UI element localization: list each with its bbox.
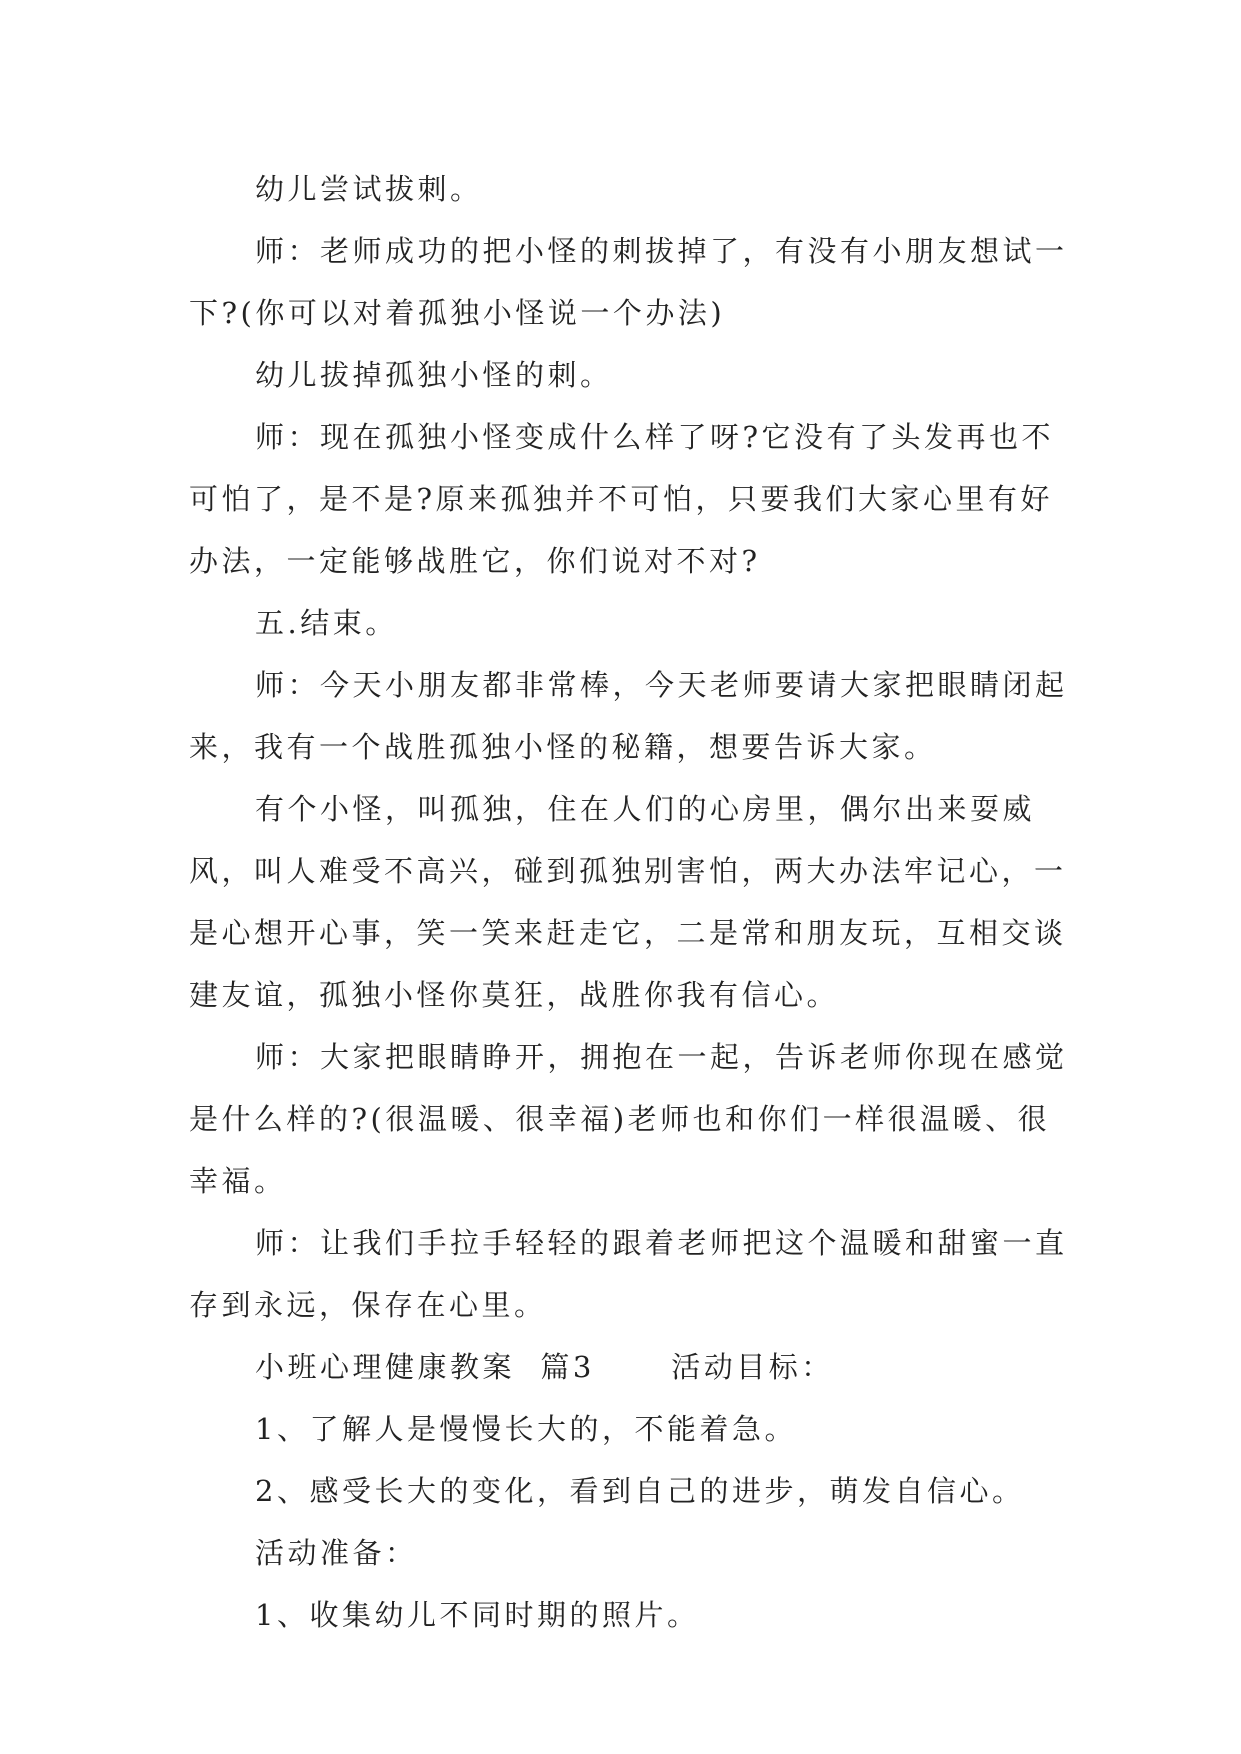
paragraph-2: 师：老师成功的把小怪的刺拔掉了，有没有小朋友想试一下?(你可以对着孤独小怪说一个办法)	[189, 234, 1068, 330]
paragraph-1: 幼儿尝试拔刺。	[255, 172, 483, 206]
goal-item-2: 2、感受长大的变化，看到自己的进步，萌发自信心。	[255, 1474, 1025, 1508]
lesson-title-line: 小班心理健康教案 篇3 活动目标：	[255, 1350, 834, 1384]
preparation-item-1: 1、收集幼儿不同时期的照片。	[255, 1598, 700, 1632]
paragraph-4: 师：现在孤独小怪变成什么样了呀?它没有了头发再也不可怕了，是不是?原来孤独并不可怕，只要我们大家心里有好办法，一定能够战胜它，你们说对不对?	[189, 420, 1055, 578]
goal-item-1: 1、了解人是慢慢长大的，不能着急。	[255, 1412, 797, 1446]
document-body	[189, 158, 1069, 1646]
paragraph-8: 师：大家把眼睛睁开，拥抱在一起，告诉老师你现在感觉是什么样的?(很温暖、很幸福)老师也和你们一样很温暖、很幸福。	[189, 1040, 1068, 1198]
section-heading-end: 五.结束。	[255, 606, 398, 640]
paragraph-3: 幼儿拔掉孤独小怪的刺。	[255, 358, 613, 392]
rhyme-paragraph: 有个小怪，叫孤独，住在人们的心房里，偶尔出来耍威风，叫人难受不高兴，碰到孤独别害怕，两大办法牢记心，一是心想开心事，笑一笑来赶走它，二是常和朋友玩，互相交谈建友谊，孤独小怪你莫狂，战胜你我有信心。	[189, 792, 1067, 1012]
paragraph-6: 师：今天小朋友都非常棒，今天老师要请大家把眼睛闭起来，我有一个战胜孤独小怪的秘籍，想要告诉大家。	[189, 668, 1068, 764]
paragraph-9: 师：让我们手拉手轻轻的跟着老师把这个温暖和甜蜜一直存到永远，保存在心里。	[189, 1226, 1068, 1322]
preparation-heading: 活动准备：	[255, 1536, 418, 1570]
